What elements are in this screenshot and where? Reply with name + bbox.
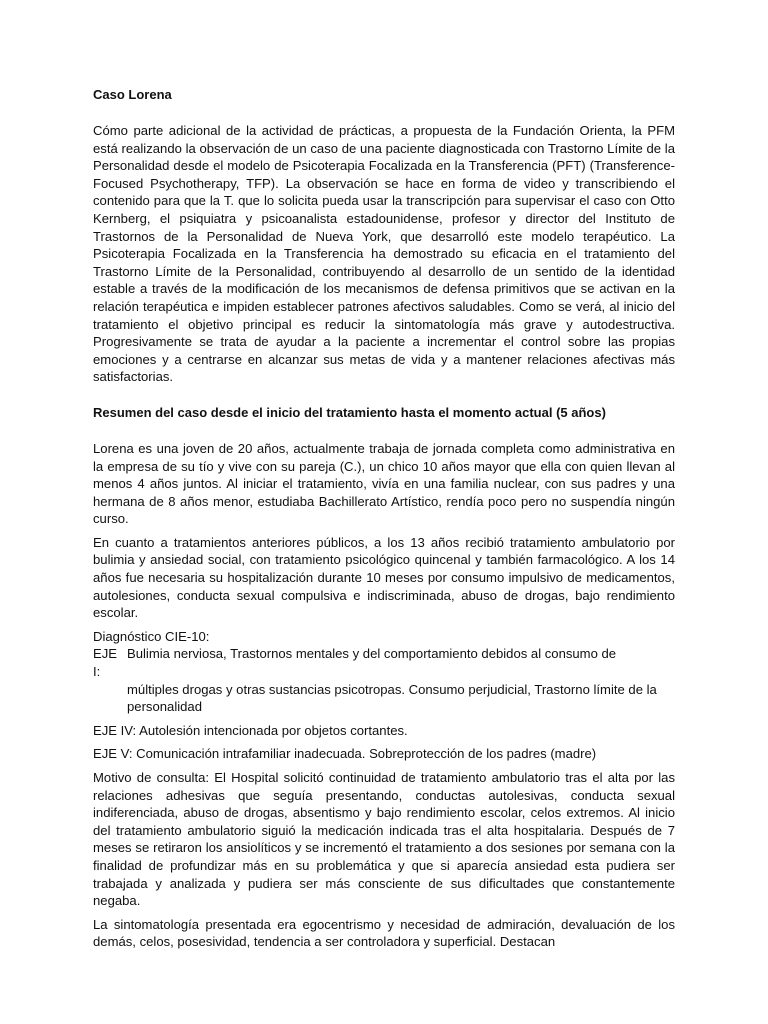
document-title: Caso Lorena	[93, 87, 172, 102]
previous-treatments-paragraph: En cuanto a tratamientos anteriores públicos, a los 13 años recibió tratamiento ambulatorio por bulimia y ansiedad social, con tratamiento psicológico quincenal y también farmacológico. A los 14 años fue necesaria su hospitalización durante 10 meses por consumo impulsivo de medicamentos, autolesiones, conducta sexual compulsiva e indiscriminada, abuso de drogas, bajo rendimiento escolar.	[93, 534, 675, 621]
symptoms-paragraph: La sintomatología presentada era egocentrismo y necesidad de admiración, devaluación de los demás, celos, posesividad, tendencia a ser controladora y superficial. Destacan	[93, 916, 675, 950]
axis-1-continuation: múltiples drogas y otras sustancias psicotropas. Consumo perjudicial, Trastorno límite de la personalidad	[127, 681, 657, 715]
section-title: Resumen del caso desde el inicio del tratamiento hasta el momento actual (5 años)	[93, 404, 606, 420]
document-page	[93, 86, 675, 951]
axis-5-item: EJE V: Comunicación intrafamiliar inadecuada. Sobreprotección de los padres (madre)	[93, 746, 597, 762]
axis-4-item: EJE IV: Autolesión intencionada por objetos cortantes.	[93, 722, 408, 738]
axis-1-item	[93, 645, 675, 715]
consultation-reason-paragraph: Motivo de consulta: El Hospital solicitó continuidad de tratamiento ambulatorio tras el alta por las relaciones adhesivas que seguía presentando, conductas autolesivas, conducta sexual indiferenciada, abuso de drogas, absentismo y bajo rendimiento escolar, celos extremos. Al inicio del tratamiento ambulatorio siguió la medicación indicada tras el alta hospitalaria. Después de 7 meses se retiraron los ansiolíticos y se incrementó el tratamiento a dos sesiones por semana con la finalidad de profundizar más en su problemática y que si aparecía ansiedad esta pudiera ser trabajada y analizada y pudiera ser más consciente de sus dificultades que constantemente negaba.	[93, 770, 675, 909]
diagnosis-title: Diagnóstico CIE-10:	[93, 628, 210, 644]
axis-1-text: Bulimia nerviosa, Trastornos mentales y del comportamiento debidos al consumo de	[127, 646, 617, 662]
intro-paragraph: Cómo parte adicional de la actividad de prácticas, a propuesta de la Fundación Orienta, la PFM está realizando la observación de un caso de una paciente diagnosticada con Trastorno Límite de la Personalidad desde el modelo de Psicoterapia Focalizada en la Transferencia (PFT) (Transference-Focused Psychotherapy, TFP). La observación se hace en forma de video y transcribiendo el contenido para que la T. que lo solicita pueda usar la transcripción para supervisar el caso con Otto Kernberg, el psiquiatra y psicoanalista estadounidense, profesor y director del Instituto de Trastornos de la Personalidad de Nueva York, que desarrolló este modelo terapéutico. La Psicoterapia Focalizada en la Transferencia ha demostrado su eficacia en el tratamiento del Trastorno Límite de la Personalidad, contribuyendo al desarrollo de un sentido de la identidad estable a través de la modificación de los mecanismos de defensa primitivos que se activan en la relación terapéutica e impiden establecer patrones afectivos saludables. Como se verá, al inicio del tratamiento el objetivo principal es reducir la sintomatología más grave y autodestructiva. Progresivamente se trata de ayudar a la paciente a incrementar el control sobre las propias emociones y a centrarse en alcanzar sus metas de vida y a mantener relaciones afectivas más satisfactorias.	[93, 123, 675, 385]
patient-paragraph: Lorena es una joven de 20 años, actualmente trabaja de jornada completa como administrativa en la empresa de su tío y vive con su pareja (C.), un chico 10 años mayor que ella con quien llevan al menos 4 años juntos. Al iniciar el tratamiento, vivía en una familia nuclear, con sus padres y una hermana de 8 años menor, estudiaba Bachillerato Artístico, rendía poco pero no suspendía ningún curso.	[93, 440, 675, 527]
axis-1-label: EJE I:	[93, 646, 118, 680]
